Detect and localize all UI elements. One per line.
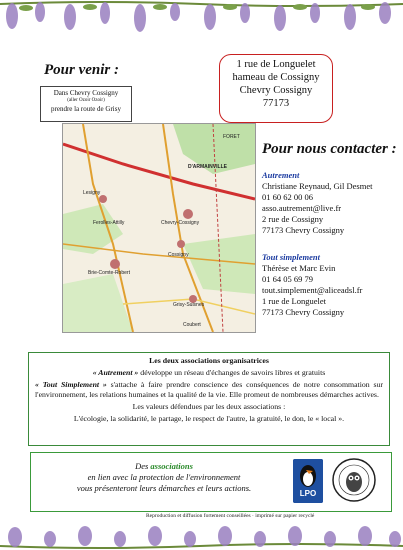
contact-street: 1 rue de Longuelet: [262, 296, 326, 306]
associations-title: Les deux associations organisatrices: [149, 356, 269, 365]
contact-heading: Pour nous contacter :: [262, 141, 397, 157]
associations-box: [28, 352, 390, 446]
contact-city: 77173 Chevry Cossigny: [262, 225, 345, 235]
address-line: 1 rue de Longuelet: [236, 59, 316, 70]
values-list: L'écologie, la solidarité, le partage, le respect de l'autre, la gratuité, le don, le « local ».: [73, 414, 345, 423]
address-line: 77173: [262, 98, 290, 109]
partner-des: Des: [135, 461, 149, 471]
tout-simplement-desc: s'attache à faire prendre conscience des conséquences de notre consommation sur l'environnement, les relations humaines et la qualité de la vie. Elle promeut de nombreuses démarches actives.: [35, 380, 384, 399]
partner-associations: associations: [150, 461, 193, 471]
map-label: Lesigny: [83, 190, 101, 196]
contact-org: Autrement: [262, 170, 300, 180]
pour-venir-heading: Pour venir :: [44, 62, 119, 78]
contact-names: Thérèse et Marc Evin: [262, 263, 336, 273]
autrement-name: « Autrement »: [92, 368, 139, 377]
map-label: Cossigny: [168, 252, 189, 258]
directions-line3: prendre la route de Grisy: [51, 105, 121, 113]
partner-text: [39, 461, 289, 494]
location-map: [62, 123, 256, 333]
contact-names: Christiane Reynaud, Gil Desmet: [262, 181, 373, 191]
lpo-label: LPO: [299, 489, 317, 498]
associations-p2: [35, 380, 383, 400]
map-label: Brie-Comte-Robert: [88, 270, 130, 276]
contact-email[interactable]: tout.simplement@aliceadsl.fr: [262, 285, 363, 295]
partner-line1: [39, 461, 289, 472]
partner-line2: en lien avec la protection de l'environnement: [87, 472, 241, 482]
map-label: Grisy-Suisnes: [173, 302, 205, 308]
associations-p1: [35, 368, 383, 378]
map-label: Coubert: [183, 322, 201, 328]
tout-simplement-name: « Tout Simplement »: [35, 380, 107, 389]
directions-line2: (aller Ozoir Ozoir): [67, 98, 105, 103]
partner-box: [30, 452, 392, 512]
contact-phone: 01 64 05 69 79: [262, 274, 313, 284]
contact-autrement: [262, 170, 372, 236]
map-label: FORET: [223, 134, 240, 140]
directions-box: [40, 86, 132, 122]
wisteria-top-border: [0, 0, 403, 40]
contact-tout-simplement: [262, 252, 362, 318]
contact-phone: 01 60 62 00 06: [262, 192, 313, 202]
owl-seal-icon: [331, 457, 377, 503]
address-line: hameau de Cossigny: [232, 72, 320, 83]
map-label: Chevry-Cossigny: [161, 220, 200, 226]
contact-city: 77173 Chevry Cossigny: [262, 307, 345, 317]
autrement-desc: développe un réseau d'échanges de savoirs libres et gratuits: [138, 368, 326, 377]
wisteria-bottom-border: [0, 522, 403, 550]
address-line: Chevry Cossigny: [239, 85, 313, 96]
values-intro: Les valeurs défendues par les deux associations :: [132, 402, 286, 411]
contact-street: 2 rue de Cossigny: [262, 214, 324, 224]
map-label: Ferolles-Attilly: [93, 220, 125, 226]
contact-email[interactable]: asso.autrement@live.fr: [262, 203, 342, 213]
footer-note: Reproduction et diffusion fortement conseillées · imprimé sur papier recyclé: [146, 513, 315, 519]
contact-org: Tout simplement: [262, 252, 321, 262]
directions-line1: Dans Chevry Cossigny: [53, 89, 119, 97]
address-box: [219, 54, 333, 123]
map-label: D'ARMAINVILLE: [188, 164, 227, 170]
partner-line3: vous présenteront leurs démarches et leurs actions.: [76, 483, 252, 493]
